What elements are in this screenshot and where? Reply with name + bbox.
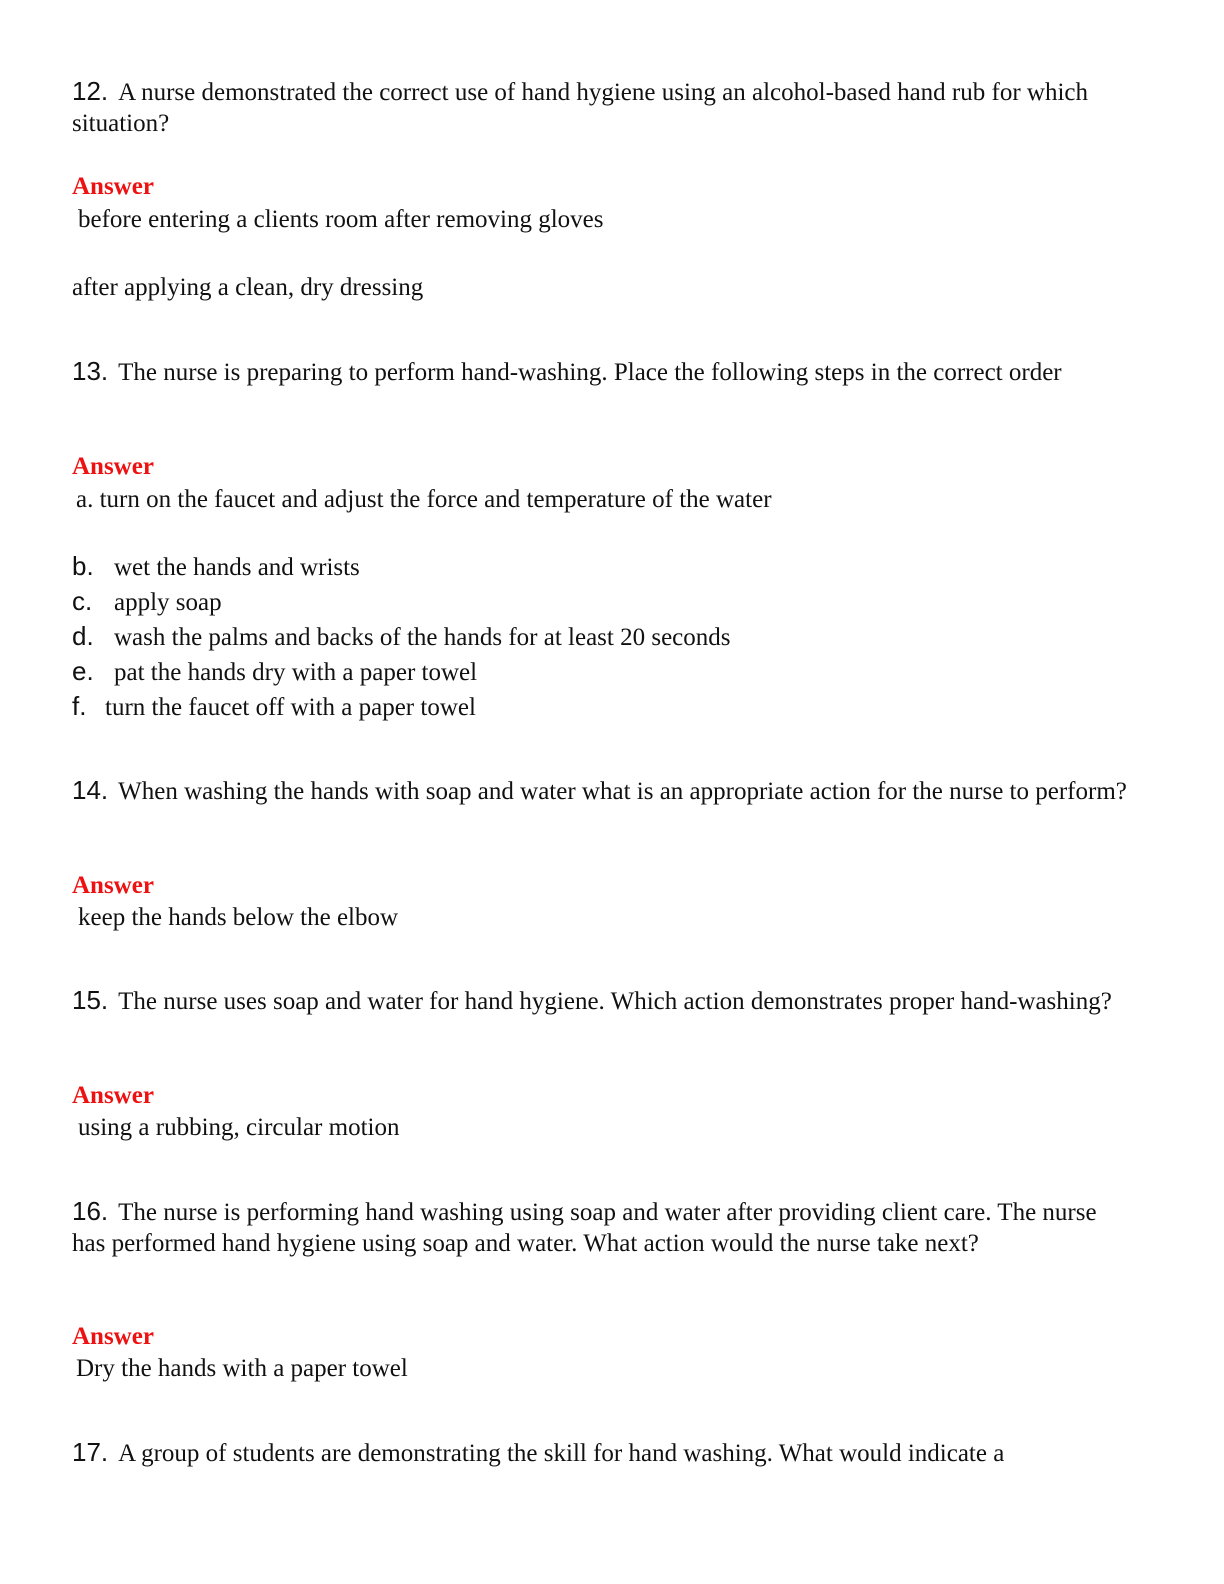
- question-17: [72, 1437, 1132, 1469]
- question-text: [72, 356, 1132, 388]
- question-number: 13.: [72, 356, 109, 386]
- question-text: [72, 76, 1132, 139]
- step-text: pat the hands dry with a paper towel: [114, 659, 478, 686]
- question-body: When washing the hands with soap and water what is an appropriate action for the nurse to perform?: [118, 778, 1127, 805]
- answer-label: Answer: [72, 1082, 154, 1109]
- question-body: The nurse is performing hand washing using soap and water after providing client care. The nurse has performed hand hygiene using soap and water. What action would the nurse take next?: [72, 1199, 1097, 1257]
- question-number: 16.: [72, 1196, 109, 1226]
- question-number: 14.: [72, 775, 109, 805]
- step-text: turn the faucet off with a paper towel: [105, 694, 476, 721]
- step-letter: b.: [72, 551, 94, 581]
- question-text: [72, 1437, 1132, 1469]
- step-item: [72, 690, 476, 724]
- question-16: [72, 1196, 1132, 1259]
- step-text: apply soap: [114, 589, 222, 616]
- answer-text: a. turn on the faucet and adjust the force and temperature of the water: [76, 486, 772, 513]
- question-number: 17.: [72, 1437, 109, 1467]
- answer-label: Answer: [72, 1323, 154, 1350]
- question-text: [72, 1196, 1132, 1259]
- answer-label: Answer: [72, 173, 154, 200]
- question-number: 12.: [72, 76, 109, 106]
- answer-text: using a rubbing, circular motion: [78, 1114, 400, 1141]
- step-text: wet the hands and wrists: [114, 554, 360, 581]
- question-body: The nurse is preparing to perform hand-washing. Place the following steps in the correct order: [118, 359, 1062, 386]
- answer-text: after applying a clean, dry dressing: [72, 274, 424, 301]
- step-letter: f.: [72, 691, 87, 721]
- step-item: [72, 550, 360, 584]
- question-13: [72, 356, 1132, 388]
- question-body: The nurse uses soap and water for hand hygiene. Which action demonstrates proper hand-washing?: [118, 988, 1112, 1015]
- question-number: 15.: [72, 985, 109, 1015]
- question-12: [72, 76, 1132, 139]
- answer-label: Answer: [72, 872, 154, 899]
- step-letter: e.: [72, 656, 94, 686]
- step-text: wash the palms and backs of the hands for at least 20 seconds: [114, 624, 731, 651]
- step-letter: c.: [72, 586, 93, 616]
- answer-text: Dry the hands with a paper towel: [76, 1355, 408, 1382]
- question-body: A nurse demonstrated the correct use of hand hygiene using an alcohol-based hand rub for which situation?: [72, 79, 1088, 137]
- step-item: [72, 655, 477, 689]
- question-15: [72, 985, 1132, 1017]
- step-item: [72, 620, 731, 654]
- step-item: [72, 585, 222, 619]
- answer-label: Answer: [72, 453, 154, 480]
- question-text: [72, 775, 1132, 807]
- question-14: [72, 775, 1132, 807]
- answer-text: before entering a clients room after removing gloves: [78, 206, 604, 233]
- step-letter: d.: [72, 621, 94, 651]
- question-body: A group of students are demonstrating the skill for hand washing. What would indicate a: [118, 1440, 1005, 1467]
- answer-text: keep the hands below the elbow: [78, 904, 399, 931]
- question-text: [72, 985, 1132, 1017]
